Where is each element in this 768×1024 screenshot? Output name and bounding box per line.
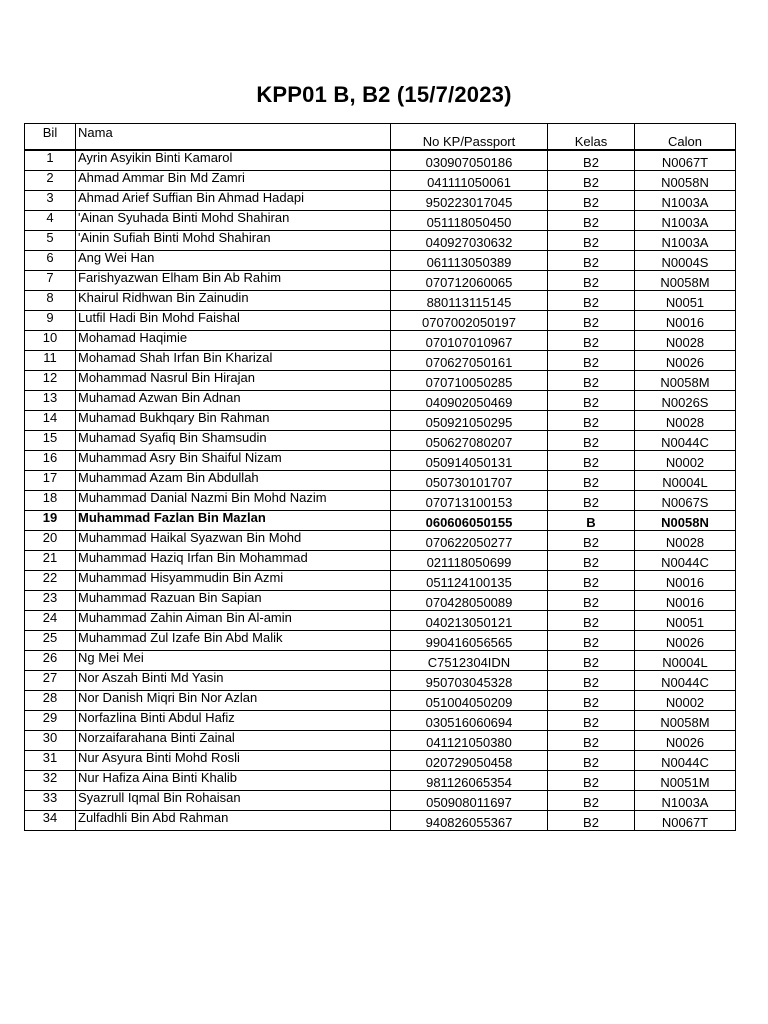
cell-bil: 15: [25, 431, 76, 451]
table-row: [25, 331, 736, 351]
cell-kelas: B2: [548, 631, 635, 651]
cell-calon: N0004L: [635, 471, 736, 491]
cell-calon: N0004L: [635, 651, 736, 671]
cell-kelas: B2: [548, 671, 635, 691]
cell-calon: N0058N: [635, 171, 736, 191]
cell-no-kp: 061113050389: [391, 251, 548, 271]
cell-bil: 31: [25, 751, 76, 771]
cell-nama: Norzaifarahana Binti Zainal: [76, 731, 391, 751]
cell-no-kp: 070107010967: [391, 331, 548, 351]
cell-no-kp: 050730101707: [391, 471, 548, 491]
table-row: [25, 491, 736, 511]
cell-no-kp: 050921050295: [391, 411, 548, 431]
table-row: [25, 371, 736, 391]
header-kelas: Kelas: [548, 124, 635, 151]
table-row: [25, 571, 736, 591]
cell-no-kp: 041111050061: [391, 171, 548, 191]
cell-no-kp: 0707002050197: [391, 311, 548, 331]
cell-no-kp: 070428050089: [391, 591, 548, 611]
cell-kelas: B2: [548, 711, 635, 731]
cell-nama: Muhammad Razuan Bin Sapian: [76, 591, 391, 611]
table-row: [25, 191, 736, 211]
cell-calon: N0002: [635, 451, 736, 471]
cell-kelas: B2: [548, 331, 635, 351]
cell-bil: 7: [25, 271, 76, 291]
cell-calon: N1003A: [635, 791, 736, 811]
cell-calon: N0016: [635, 591, 736, 611]
cell-calon: N0016: [635, 311, 736, 331]
cell-kelas: B2: [548, 791, 635, 811]
table-row: [25, 731, 736, 751]
cell-bil: 28: [25, 691, 76, 711]
cell-kelas: B2: [548, 371, 635, 391]
cell-kelas: B2: [548, 411, 635, 431]
cell-nama: Zulfadhli Bin Abd Rahman: [76, 811, 391, 831]
cell-calon: N0028: [635, 411, 736, 431]
table-row: [25, 471, 736, 491]
cell-bil: 6: [25, 251, 76, 271]
cell-bil: 34: [25, 811, 76, 831]
cell-nama: Muhamad Azwan Bin Adnan: [76, 391, 391, 411]
cell-no-kp: 060606050155: [391, 511, 548, 531]
cell-bil: 26: [25, 651, 76, 671]
cell-no-kp: 950703045328: [391, 671, 548, 691]
cell-kelas: B2: [548, 811, 635, 831]
cell-nama: Khairul Ridhwan Bin Zainudin: [76, 291, 391, 311]
cell-bil: 2: [25, 171, 76, 191]
table-row: [25, 691, 736, 711]
table-row: [25, 711, 736, 731]
cell-nama: 'Ainan Syuhada Binti Mohd Shahiran: [76, 211, 391, 231]
cell-kelas: B2: [548, 751, 635, 771]
header-nama: Nama: [76, 124, 391, 151]
cell-bil: 8: [25, 291, 76, 311]
cell-nama: Muhammad Haziq Irfan Bin Mohammad: [76, 551, 391, 571]
cell-nama: Muhammad Fazlan Bin Mazlan: [76, 511, 391, 531]
cell-no-kp: 050908011697: [391, 791, 548, 811]
cell-kelas: B2: [548, 231, 635, 251]
header-bil: Bil: [25, 124, 76, 151]
cell-nama: Syazrull Iqmal Bin Rohaisan: [76, 791, 391, 811]
table-row: [25, 591, 736, 611]
cell-kelas: B2: [548, 391, 635, 411]
cell-calon: N0028: [635, 331, 736, 351]
cell-calon: N0044C: [635, 431, 736, 451]
cell-bil: 32: [25, 771, 76, 791]
table-row: [25, 411, 736, 431]
cell-no-kp: 070622050277: [391, 531, 548, 551]
cell-kelas: B2: [548, 150, 635, 171]
table-row: [25, 791, 736, 811]
cell-bil: 13: [25, 391, 76, 411]
cell-calon: N0067S: [635, 491, 736, 511]
cell-nama: Nor Aszah Binti Md Yasin: [76, 671, 391, 691]
cell-no-kp: 981126065354: [391, 771, 548, 791]
table-row: [25, 231, 736, 251]
table-row: [25, 311, 736, 331]
cell-nama: Muhammad Zul Izafe Bin Abd Malik: [76, 631, 391, 651]
cell-calon: N0016: [635, 571, 736, 591]
table-row: [25, 551, 736, 571]
cell-calon: N1003A: [635, 191, 736, 211]
cell-nama: Mohamad Haqimie: [76, 331, 391, 351]
table-body: [25, 150, 736, 831]
cell-kelas: B2: [548, 491, 635, 511]
cell-no-kp: 030907050186: [391, 150, 548, 171]
cell-bil: 19: [25, 511, 76, 531]
cell-kelas: B2: [548, 191, 635, 211]
cell-nama: Mohamad Shah Irfan Bin Kharizal: [76, 351, 391, 371]
cell-bil: 12: [25, 371, 76, 391]
cell-no-kp: 020729050458: [391, 751, 548, 771]
table-row: [25, 251, 736, 271]
cell-nama: Muhammad Asry Bin Shaiful Nizam: [76, 451, 391, 471]
cell-nama: Ayrin Asyikin Binti Kamarol: [76, 150, 391, 171]
cell-no-kp: 070627050161: [391, 351, 548, 371]
cell-calon: N0051: [635, 611, 736, 631]
cell-bil: 3: [25, 191, 76, 211]
table-row: [25, 511, 736, 531]
cell-bil: 23: [25, 591, 76, 611]
table-row: [25, 351, 736, 371]
cell-bil: 25: [25, 631, 76, 651]
cell-calon: N0026: [635, 731, 736, 751]
table-row: [25, 271, 736, 291]
cell-no-kp: 050627080207: [391, 431, 548, 451]
cell-no-kp: 051118050450: [391, 211, 548, 231]
cell-kelas: B2: [548, 591, 635, 611]
cell-kelas: B2: [548, 691, 635, 711]
cell-no-kp: 950223017045: [391, 191, 548, 211]
cell-no-kp: 070712060065: [391, 271, 548, 291]
table-row: [25, 150, 736, 171]
cell-calon: N0026: [635, 351, 736, 371]
cell-calon: N0051: [635, 291, 736, 311]
cell-no-kp: 051004050209: [391, 691, 548, 711]
cell-bil: 14: [25, 411, 76, 431]
header-calon: Calon: [635, 124, 736, 151]
cell-kelas: B2: [548, 431, 635, 451]
cell-bil: 10: [25, 331, 76, 351]
cell-nama: Muhammad Azam Bin Abdullah: [76, 471, 391, 491]
document-title: KPP01 B, B2 (15/7/2023): [256, 82, 512, 107]
cell-kelas: B2: [548, 771, 635, 791]
cell-no-kp: 070710050285: [391, 371, 548, 391]
table-header-row: [25, 124, 736, 151]
cell-kelas: B2: [548, 471, 635, 491]
cell-calon: N1003A: [635, 231, 736, 251]
cell-nama: Ahmad Arief Suffian Bin Ahmad Hadapi: [76, 191, 391, 211]
cell-bil: 18: [25, 491, 76, 511]
candidate-table: [24, 123, 736, 831]
cell-no-kp: 040213050121: [391, 611, 548, 631]
cell-no-kp: 041121050380: [391, 731, 548, 751]
cell-nama: Farishyazwan Elham Bin Ab Rahim: [76, 271, 391, 291]
cell-calon: N0026: [635, 631, 736, 651]
cell-nama: Ng Mei Mei: [76, 651, 391, 671]
cell-calon: N0067T: [635, 150, 736, 171]
cell-nama: Ahmad Ammar Bin Md Zamri: [76, 171, 391, 191]
cell-calon: N0044C: [635, 751, 736, 771]
cell-bil: 20: [25, 531, 76, 551]
cell-bil: 16: [25, 451, 76, 471]
cell-bil: 27: [25, 671, 76, 691]
cell-kelas: B: [548, 511, 635, 531]
cell-kelas: B2: [548, 611, 635, 631]
cell-bil: 5: [25, 231, 76, 251]
cell-no-kp: 990416056565: [391, 631, 548, 651]
cell-kelas: B2: [548, 271, 635, 291]
cell-nama: Norfazlina Binti Abdul Hafiz: [76, 711, 391, 731]
cell-kelas: B2: [548, 291, 635, 311]
table-row: [25, 631, 736, 651]
cell-kelas: B2: [548, 531, 635, 551]
table-row: [25, 611, 736, 631]
cell-calon: N0058M: [635, 271, 736, 291]
cell-nama: Ang Wei Han: [76, 251, 391, 271]
cell-no-kp: 040927030632: [391, 231, 548, 251]
cell-calon: N0058N: [635, 511, 736, 531]
cell-kelas: B2: [548, 551, 635, 571]
cell-kelas: B2: [548, 251, 635, 271]
cell-nama: Nur Hafiza Aina Binti Khalib: [76, 771, 391, 791]
cell-bil: 29: [25, 711, 76, 731]
table-row: [25, 651, 736, 671]
cell-calon: N0044C: [635, 671, 736, 691]
cell-nama: Mohammad Nasrul Bin Hirajan: [76, 371, 391, 391]
cell-nama: Muhammad Danial Nazmi Bin Mohd Nazim: [76, 491, 391, 511]
cell-no-kp: 880113115145: [391, 291, 548, 311]
table-row: [25, 671, 736, 691]
table-row: [25, 451, 736, 471]
cell-nama: Muhammad Haikal Syazwan Bin Mohd: [76, 531, 391, 551]
cell-calon: N0058M: [635, 371, 736, 391]
cell-bil: 9: [25, 311, 76, 331]
cell-kelas: B2: [548, 651, 635, 671]
cell-kelas: B2: [548, 731, 635, 751]
cell-calon: N0002: [635, 691, 736, 711]
cell-kelas: B2: [548, 311, 635, 331]
cell-calon: N1003A: [635, 211, 736, 231]
cell-no-kp: 030516060694: [391, 711, 548, 731]
cell-no-kp: 040902050469: [391, 391, 548, 411]
table-row: [25, 391, 736, 411]
table-row: [25, 771, 736, 791]
cell-calon: N0058M: [635, 711, 736, 731]
cell-bil: 21: [25, 551, 76, 571]
table-row: [25, 431, 736, 451]
cell-kelas: B2: [548, 351, 635, 371]
cell-calon: N0044C: [635, 551, 736, 571]
cell-kelas: B2: [548, 451, 635, 471]
cell-calon: N0067T: [635, 811, 736, 831]
cell-no-kp: 021118050699: [391, 551, 548, 571]
cell-no-kp: 051124100135: [391, 571, 548, 591]
cell-no-kp: 050914050131: [391, 451, 548, 471]
cell-nama: 'Ainin Sufiah Binti Mohd Shahiran: [76, 231, 391, 251]
cell-bil: 1: [25, 150, 76, 171]
cell-nama: Muhamad Syafiq Bin Shamsudin: [76, 431, 391, 451]
cell-nama: Muhamad Bukhqary Bin Rahman: [76, 411, 391, 431]
cell-bil: 4: [25, 211, 76, 231]
cell-calon: N0028: [635, 531, 736, 551]
cell-bil: 24: [25, 611, 76, 631]
table-row: [25, 171, 736, 191]
cell-bil: 11: [25, 351, 76, 371]
cell-nama: Muhammad Hisyammudin Bin Azmi: [76, 571, 391, 591]
cell-no-kp: 070713100153: [391, 491, 548, 511]
cell-no-kp: C7512304IDN: [391, 651, 548, 671]
cell-bil: 17: [25, 471, 76, 491]
cell-bil: 33: [25, 791, 76, 811]
cell-nama: Nur Asyura Binti Mohd Rosli: [76, 751, 391, 771]
table-row: [25, 211, 736, 231]
table-row: [25, 531, 736, 551]
table-row: [25, 291, 736, 311]
cell-nama: Muhammad Zahin Aiman Bin Al-amin: [76, 611, 391, 631]
table-row: [25, 751, 736, 771]
cell-kelas: B2: [548, 571, 635, 591]
cell-kelas: B2: [548, 211, 635, 231]
cell-calon: N0026S: [635, 391, 736, 411]
header-no-kp-passport: No KP/Passport: [391, 124, 548, 151]
cell-no-kp: 940826055367: [391, 811, 548, 831]
table-row: [25, 811, 736, 831]
cell-nama: Lutfil Hadi Bin Mohd Faishal: [76, 311, 391, 331]
cell-kelas: B2: [548, 171, 635, 191]
cell-bil: 30: [25, 731, 76, 751]
cell-nama: Nor Danish Miqri Bin Nor Azlan: [76, 691, 391, 711]
cell-calon: N0051M: [635, 771, 736, 791]
cell-bil: 22: [25, 571, 76, 591]
cell-calon: N0004S: [635, 251, 736, 271]
